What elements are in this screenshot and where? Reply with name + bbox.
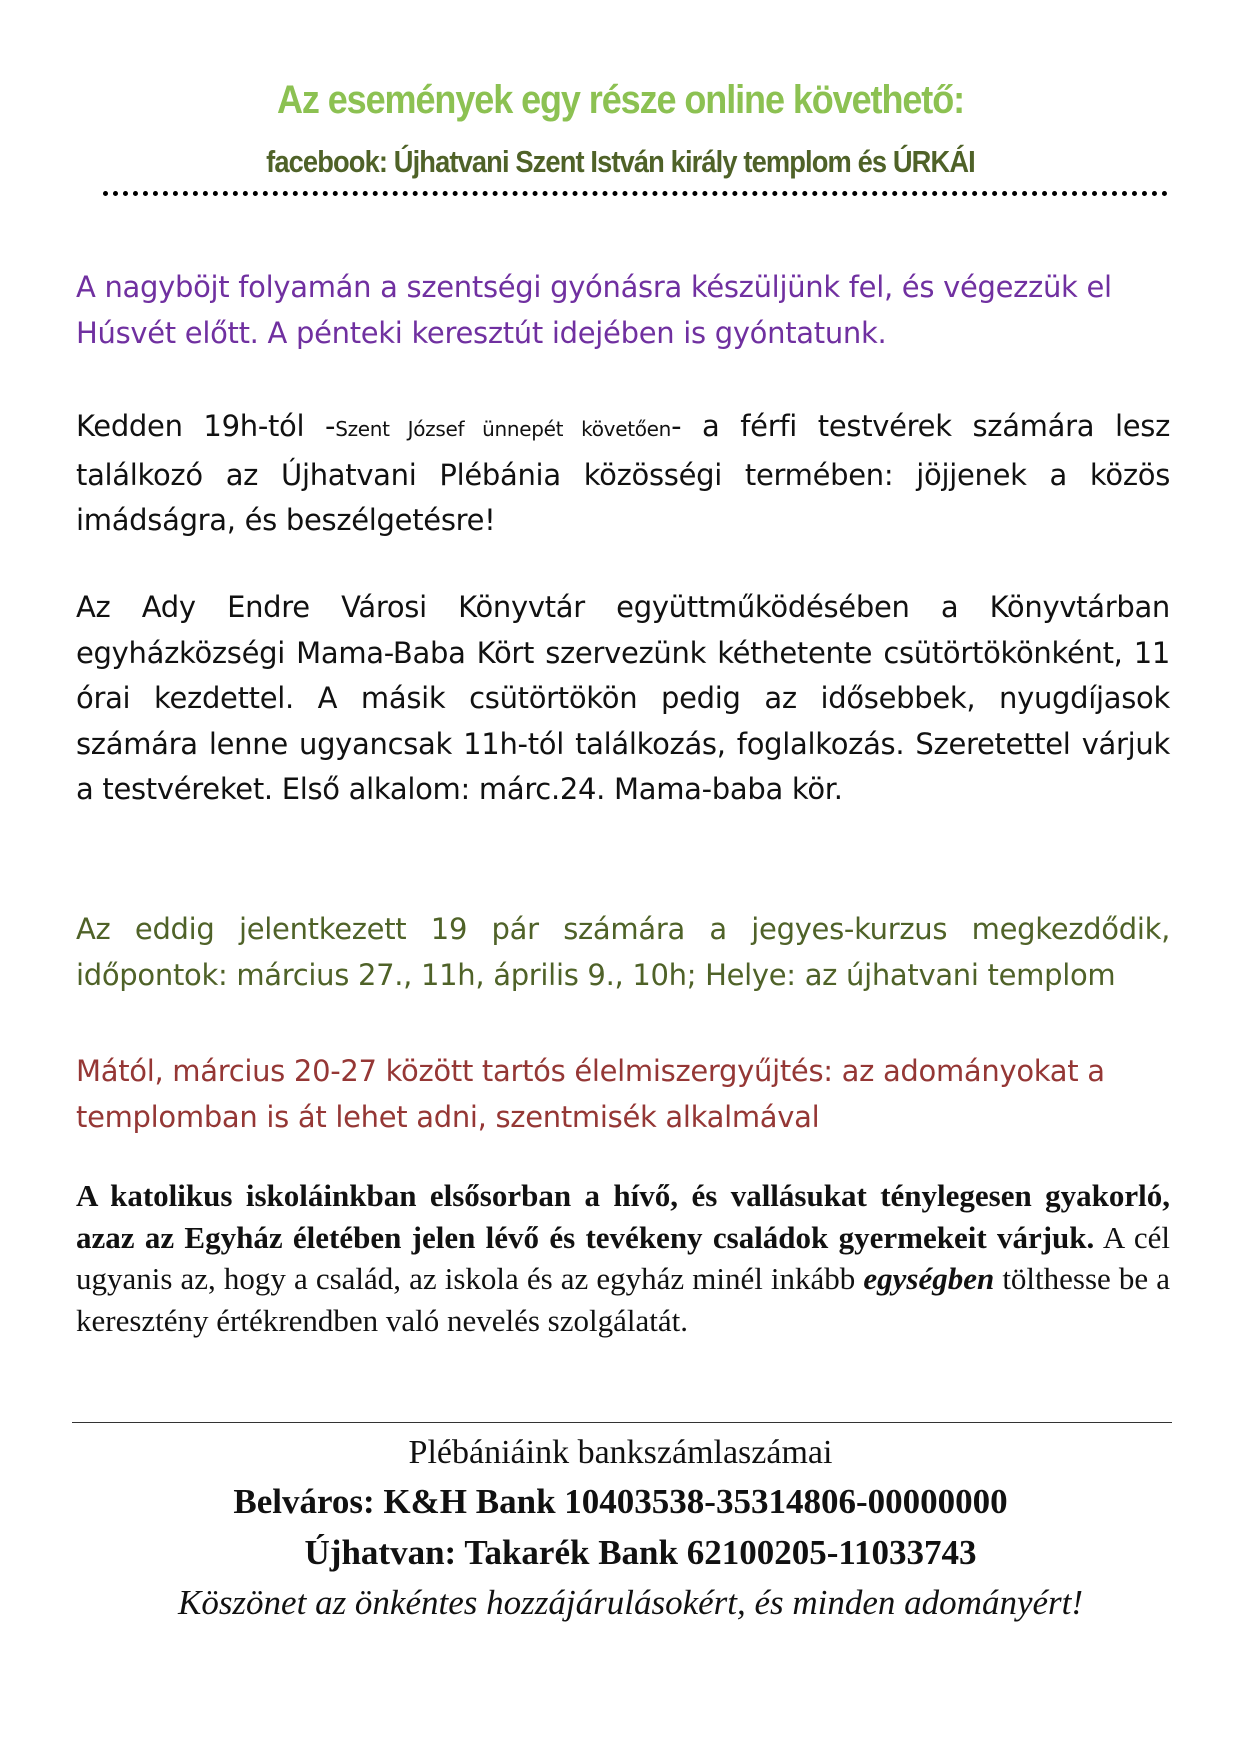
schools-text-1: A cél ugyanis az, hogy a család, az iskola és az egyház minél inkább bbox=[76, 1219, 1170, 1296]
men-meeting-paragraph bbox=[76, 404, 1170, 544]
confession-paragraph: A nagyböjt folyamán a szentségi gyónásra készüljünk fel, és végezzük el Húsvét előtt. A pénteki keresztút idejében is gyóntatunk. bbox=[76, 270, 1112, 350]
schools-paragraph bbox=[76, 1175, 1170, 1341]
food-collection-paragraph: Mától, március 20-27 között tartós élelmiszergyűjtés: az adományokat a templomban is át lehet adni, szentmisék alkalmával bbox=[76, 1054, 1105, 1134]
bank-account-belvaros: Belváros: K&H Bank 10403538-35314806-00000000 bbox=[233, 1482, 1008, 1521]
schools-text-2: tölthesse be a keresztény értékrendben való nevelés szolgálatát. bbox=[76, 1261, 1171, 1338]
schools-bold-text: A katolikus iskoláinkban elsősorban a hívő, és vallásukat ténylegesen gyakorló, azaz az Egyház életében jelen lévő és tevékeny családok gyermekeit várjuk. bbox=[76, 1178, 1170, 1255]
men-meeting-note: Szent József ünnepét követően bbox=[335, 417, 672, 441]
dotted-divider bbox=[103, 191, 1168, 196]
men-meeting-start: Kedden 19h-tól - bbox=[76, 409, 336, 443]
library-paragraph: Az Ady Endre Városi Könyvtár együttműködésében a Könyvtárban egyházközségi Mama-Baba Kört szervezünk kéthetente csütörtökönként, 11 órai kezdettel. A másik csütörtökön pedig az idősebbek, nyugdíjasok számára lenne ugyancsak 11h-tól találkozás, foglalkozás. Szeretettel várjuk a testvéreket. Első alkalom: márc.24. Mama-baba kör. bbox=[76, 590, 1170, 806]
men-meeting-rest: - a férfi testvérek számára lesz találkozó az Újhatvani Plébánia közösségi termében: jöjjenek a közös imádságra, és beszélgetésre! bbox=[76, 409, 1170, 537]
bank-accounts-title: Plébániáink bankszámlaszámai bbox=[408, 1434, 833, 1471]
schools-emphasis: egységben bbox=[863, 1261, 995, 1296]
horizontal-rule bbox=[72, 1422, 1172, 1423]
page-title: Az események egy része online követhető: bbox=[276, 78, 965, 122]
engaged-course-paragraph: Az eddig jelentkezett 19 pár számára a jegyes-kurzus megkezdődik, időpontok: március 27., 11h, április 9., 10h; Helye: az újhatvani templom bbox=[76, 912, 1170, 992]
bank-account-ujhatvan: Újhatvan: Takarék Bank 62100205-11033743 bbox=[304, 1533, 977, 1572]
facebook-subtitle: facebook: Újhatvani Szent István király templom és ÚRKÁI bbox=[266, 144, 975, 179]
thanks-note: Köszönet az önkéntes hozzájárulásokért, és minden adományért! bbox=[177, 1583, 1084, 1622]
